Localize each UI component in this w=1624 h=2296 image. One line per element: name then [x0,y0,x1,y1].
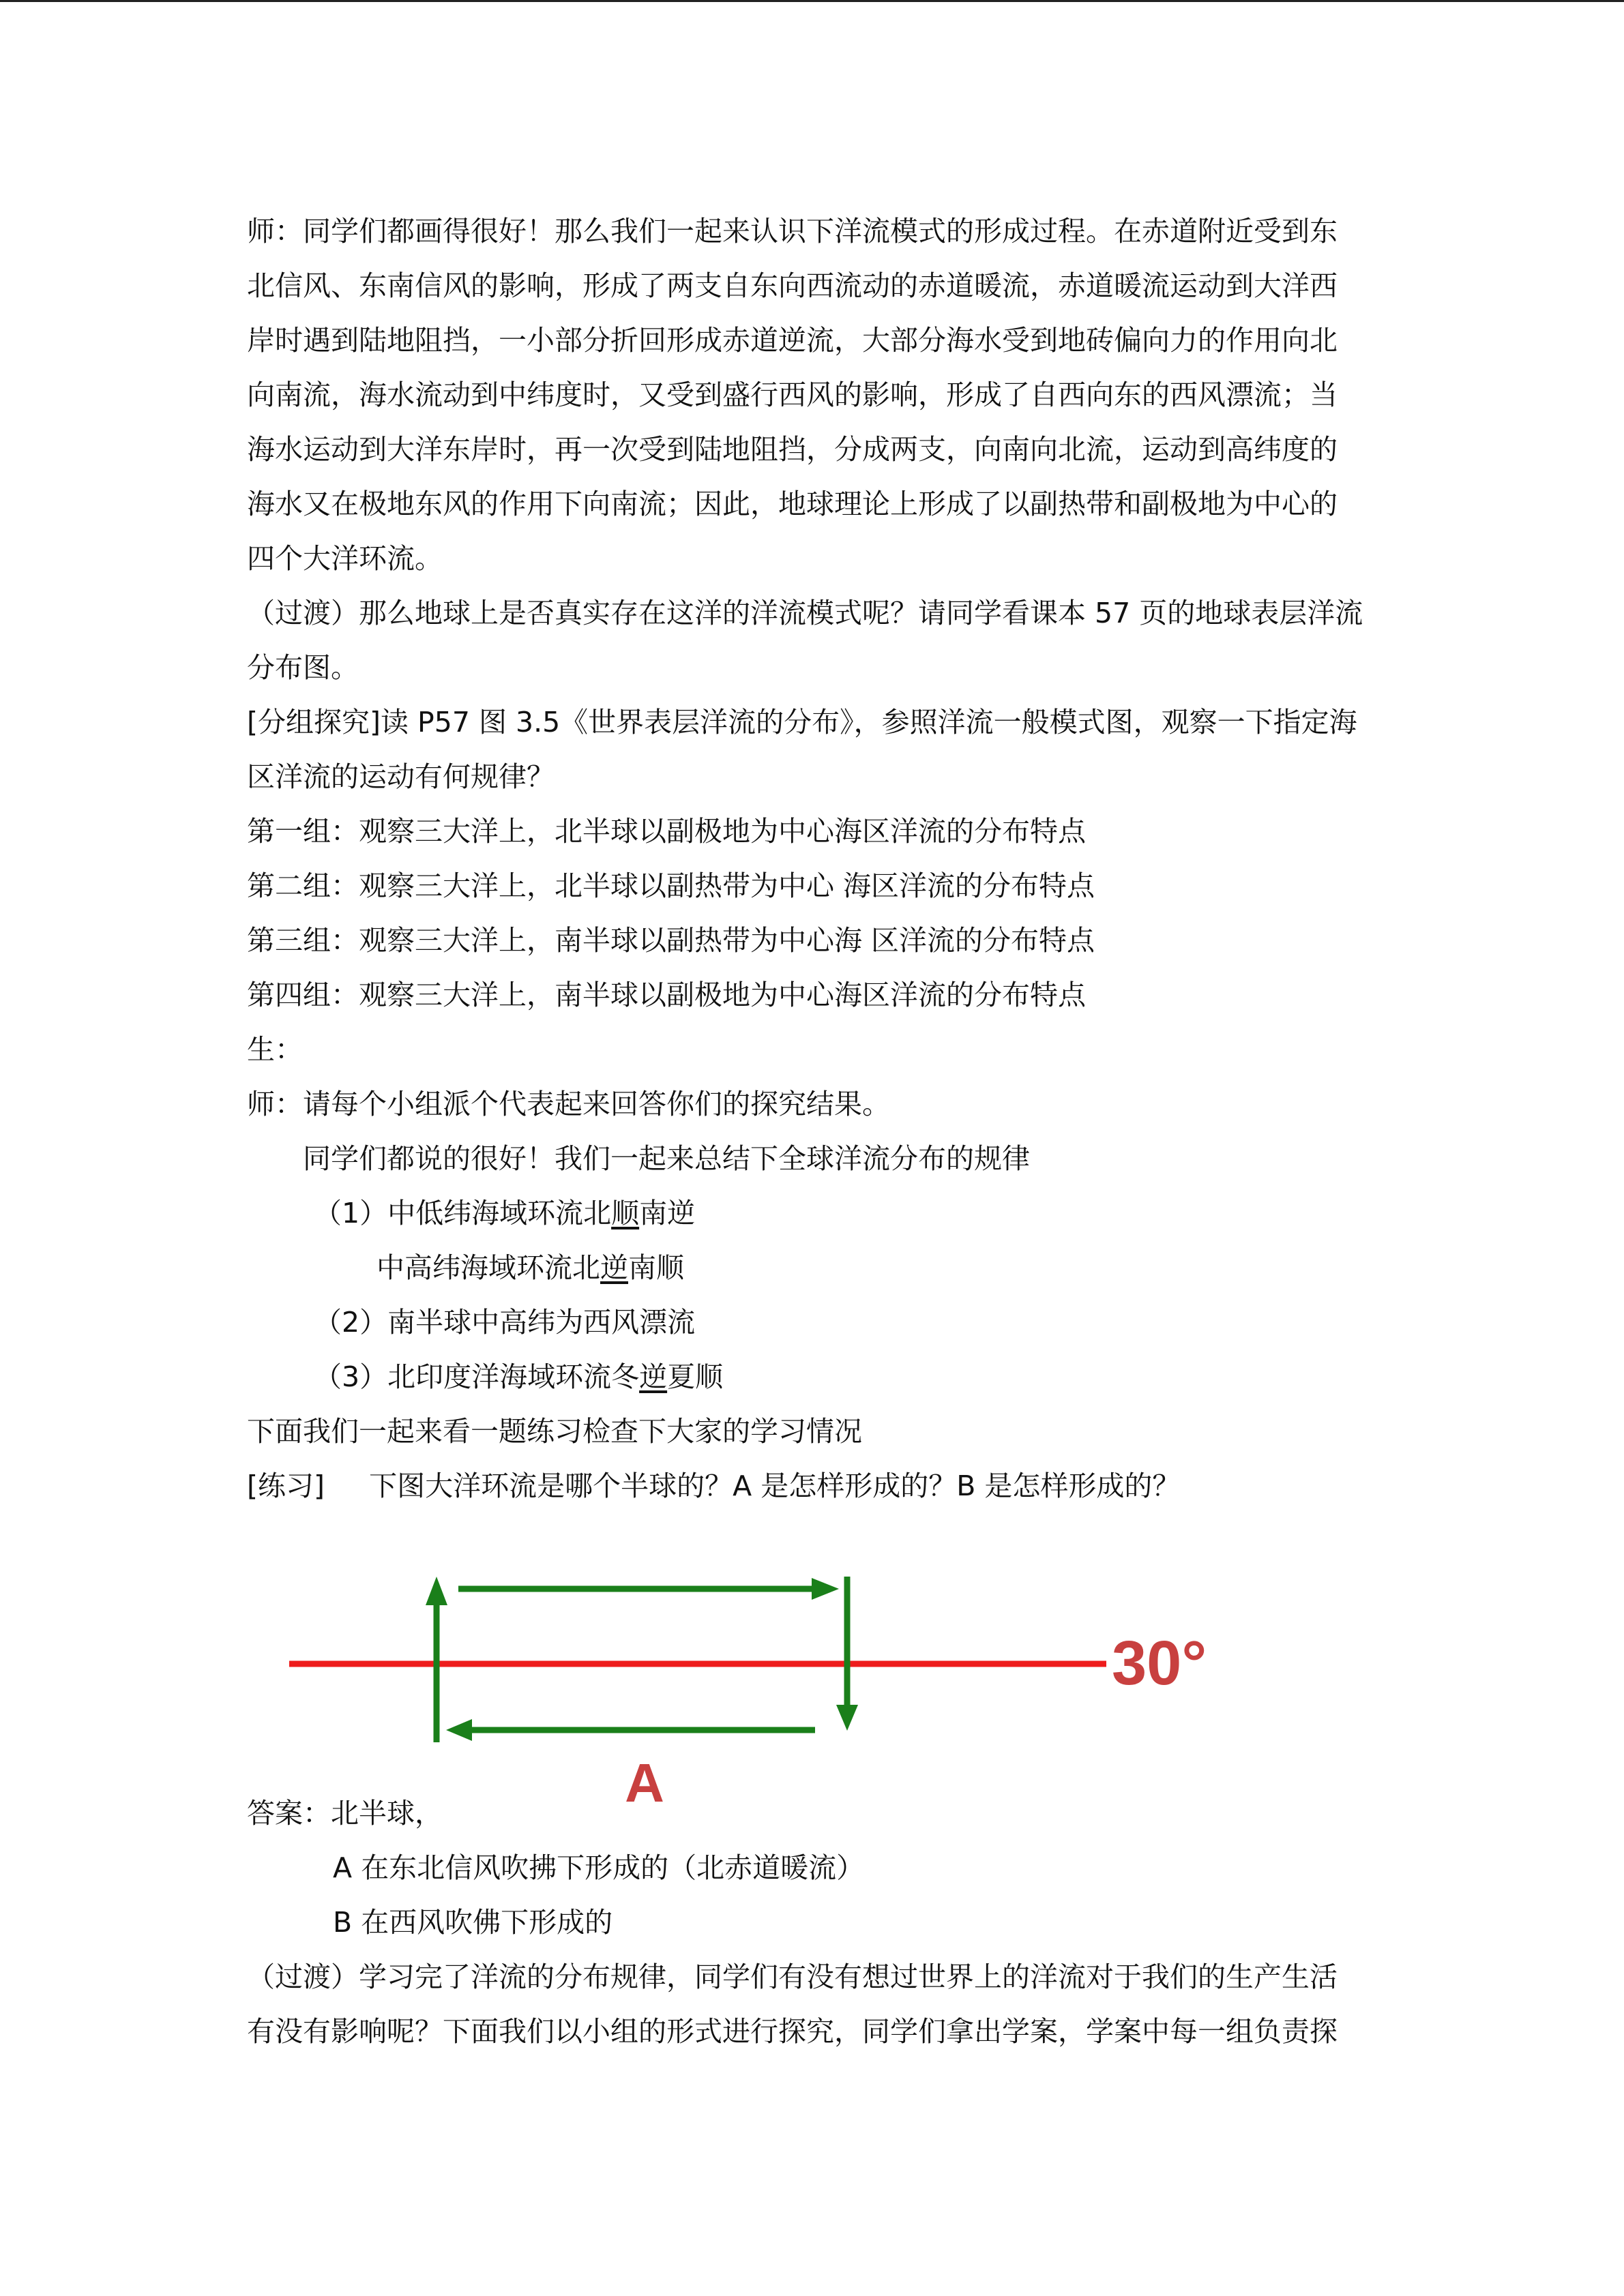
rule-1a-text: （1）中低纬海域环流北 [314,1197,612,1229]
rule-2: （2）南半球中高纬为西风漂流 [314,1306,696,1339]
latitude-label: 30° [1112,1628,1207,1698]
answer-a: A 在东北信风吹拂下形成的（北赤道暖流） [333,1851,865,1884]
paragraph-line-10: [分组探究]读 P57 图 3.5《世界表层洋流的分布》，参照洋流一般模式图，观察一下指定海 [247,706,1357,739]
rule-1b-tail: 南顺 [628,1251,684,1284]
paragraph-line-1: 师：同学们都画得很好！那么我们一起来认识下洋流模式的形成过程。在赤道附近受到东 [247,215,1338,248]
paragraph-line-4: 向南流，海水流动到中纬度时，又受到盛行西风的影响，形成了自西向东的西风漂流；当 [247,378,1338,411]
arrow-west-bottom-A [446,1719,815,1741]
rule-1a [314,1196,695,1230]
closing-line-1: （过渡）学习完了洋流的分布规律，同学们有没有想过世界上的洋流对于我们的生产生活 [247,1960,1338,1993]
paragraph-line-5: 海水运动到大洋东岸时，再一次受到陆地阻挡，分成两支，向南向北流，运动到高纬度的 [247,433,1338,466]
rule-3 [314,1360,723,1394]
rule-3-tail: 夏顺 [667,1360,724,1393]
group-3-task: 第三组：观察三大洋上，南半球以副热带为中心海 区洋流的分布特点 [247,924,1095,957]
arrow-up-west [426,1577,447,1742]
answer-title: 答案：北半球， [247,1797,443,1830]
group-4-task: 第四组：观察三大洋上，南半球以副极地为中心海区洋流的分布特点 [247,979,1086,1011]
paragraph-line-7: 四个大洋环流。 [247,542,443,575]
paragraph-line-11: 区洋流的运动有何规律？ [247,760,555,793]
rule-3-underlined: 逆 [639,1360,668,1393]
page-top-border [0,0,1624,2]
student-line: 生： [247,1033,303,1066]
group-1-task: 第一组：观察三大洋上，北半球以副极地为中心海区洋流的分布特点 [247,815,1086,848]
paragraph-line-2: 北信风、东南信风的影响，形成了两支自东向西流动的赤道暖流，赤道暖流运动到大洋西 [247,269,1338,302]
rule-1a-underlined: 顺 [611,1197,640,1229]
rule-1b [377,1251,684,1285]
ocean-circulation-figure [273,1562,1228,1814]
paragraph-line-8: （过渡）那么地球上是否真实存在这洋的洋流模式呢？请同学看课本 57 页的地球表层洋流 [247,597,1363,629]
rule-1a-tail: 南逆 [639,1197,696,1229]
arrow-down-east [836,1577,858,1731]
exercise-question: [练习] 下图大洋环流是哪个半球的？A 是怎样形成的？B 是怎样形成的？ [247,1470,1181,1502]
paragraph-line-9: 分布图。 [247,651,359,684]
teacher-line: 师：请每个小组派个代表起来回答你们的探究结果。 [247,1088,890,1120]
summary-intro: 同学们都说的很好！我们一起来总结下全球洋流分布的规律 [303,1142,1030,1175]
closing-line-2: 有没有影响呢？下面我们以小组的形式进行探究，同学们拿出学案，学案中每一组负责探 [247,2015,1338,2048]
arrow-east-top [458,1578,839,1600]
exercise-intro: 下面我们一起来看一题练习检查下大家的学习情况 [247,1415,862,1448]
paragraph-line-6: 海水又在极地东风的作用下向南流；因此，地球理论上形成了以副热带和副极地为中心的 [247,488,1338,520]
rule-1b-text: 中高纬海域环流北 [377,1251,600,1284]
arrow-label-a: A [625,1753,664,1813]
group-2-task: 第二组：观察三大洋上，北半球以副热带为中心 海区洋流的分布特点 [247,869,1095,902]
rule-3-text: （3）北印度洋海域环流冬 [314,1360,640,1393]
rule-1b-underlined: 逆 [600,1251,628,1284]
answer-b: B 在西风吹佛下形成的 [333,1906,613,1939]
paragraph-line-3: 岸时遇到陆地阻挡，一小部分折回形成赤道逆流，大部分海水受到地砖偏向力的作用向北 [247,324,1338,357]
